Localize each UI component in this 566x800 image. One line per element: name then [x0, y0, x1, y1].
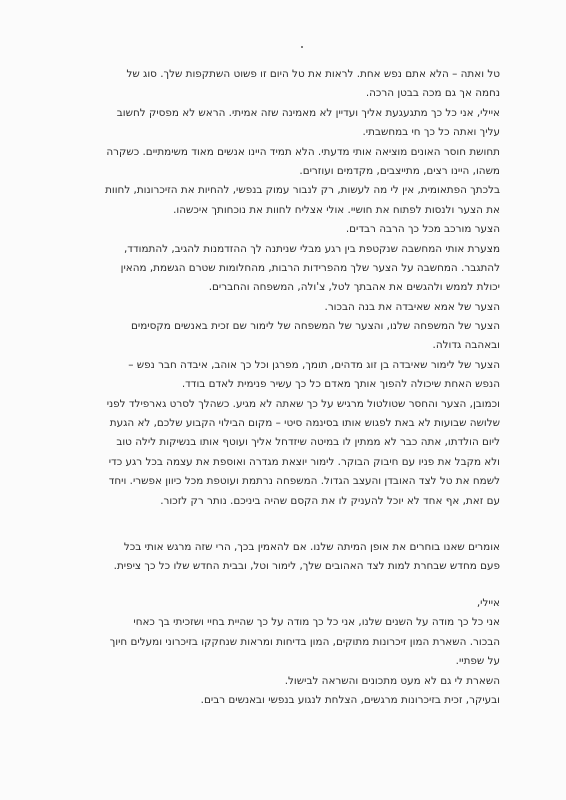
- paragraph-block-2: [100, 538, 500, 577]
- text-line: טל ואתה – הלא אתם נפש אחת. לראות את טל היום זו פשוט השתקפות שלך. סוג של: [126, 68, 500, 80]
- text-line: בלכתך הפתאומית, אין לי מה לעשות, רק לנבור עמוק בנפשי, להחיות את הזיכרונות, לחוות: [105, 184, 500, 197]
- text-line: הצער של לימור שאיבדה בן זוג מדהים, תומך, מפרגן וכל כך אוהב, איבדה חבר נפש –: [128, 358, 500, 371]
- text-line: נחמה אך גם מכה בבטן הרכה.: [365, 87, 500, 100]
- text-line: את הצער ולנסות לפתוח את חושיי. אולי אצליח לחוות את נוכחותך איכשהו.: [173, 203, 500, 216]
- text-line: איילי, אני כל כך מתגעגעת אליך ועדיין לא מאמינה שזה אמיתי. הראש לא מפסיק לחשוב: [116, 106, 500, 119]
- text-line: יכולת לממש ולהגשים את אהבתך לטל, צ'ולה, המשפחה והחברים.: [208, 281, 500, 294]
- text-line: משהו, היינו רצים, מתייצבים, מקדמים ועוזרים.: [299, 164, 500, 177]
- text-line: הצער של אמא שאיבדה את בנה הבכור.: [324, 300, 500, 313]
- text-line: הצער של המשפחה שלנו, והצער של המשפחה של לימור שם זכית באנשים מקסימים: [131, 320, 500, 333]
- text-line: וכמובן, הצער והחסר שטולטול מרגיש על כך שאתה לא מגיע. כשהלך לסרט גארפילד לפני: [106, 397, 500, 410]
- text-line: פעם מחדש שבחרת למות לצד האהובים שלך, לימור וטל, ובבית החדש שלו כל כך ציפית.: [113, 560, 500, 573]
- text-line: להתגבר. המחשבה על הצער שלך מהפרידות הרבות, מהחלומות שטרם הגשמת, מהאין: [120, 261, 500, 274]
- text-line: הצער מורכב מכל כך הרבה רבדים.: [345, 223, 500, 236]
- text-line: אומרים שאנו בוחרים את אופן המיתה שלנו. אם להאמין בכך, הרי שזה מרגש אותי בכל: [123, 541, 500, 553]
- text-line: על שפתיי.: [455, 655, 500, 668]
- page-dot-mark: [301, 46, 303, 48]
- text-line: הנפש האחת שיכולה להפוך אותך מאדם כל כך עשיר פנימית לאדם בודד.: [181, 378, 500, 391]
- text-line: תחושת חוסר האונים מוציאה אותי מדעתי. הלא תמיד היינו אנשים מאוד משימתיים. כשקרה: [106, 145, 500, 158]
- text-line: ובעיקר, זכית בזיכרונות מרגשים, הצלחת לנגוע בנפשי ובאנשים רבים.: [200, 693, 500, 706]
- text-line: שלושה שבועות לא באת לפגוש אותו בסינמה סיטי – מקום הבילוי הקבוע שלכם, לא הגעת: [109, 417, 500, 430]
- text-line: אני כל כך מודה על השנים שלנו, אני כל כך מודה על כך שהיית בחיי ושזכיתי בך כאחי: [133, 616, 500, 629]
- text-line: ליום הולדתו, אתה כבר לא ממתין לו במיטה שיזדחל אליך ועוטף אותו בנשיקות לילה טוב: [116, 436, 500, 449]
- text-line: עם זאת, אף אחד לא יוכל להעניק לו את הקסם שהיה ביניכם. נותר רק לזכור.: [160, 494, 500, 507]
- text-line: השארת לי גם לא מעט מתכונים והשראה לבישול.: [284, 674, 500, 687]
- text-line: מצערת אותי המחשבה שנקטפת בין רגע מבלי שניתנה לך ההזדמנות להגיב, להתמודד,: [123, 242, 500, 255]
- text-line: איילי,: [476, 597, 500, 609]
- text-line: ולא מקבל את פניו עם חיבוק הבוקר. לימור יוצאת מגדרה ואוספת את עצמה בכל רגע כדי: [108, 455, 500, 468]
- paragraph-block-3: [100, 594, 500, 710]
- text-line: הבכור. השארת המון זיכרונות מתוקים, המון בדיחות ומראות שנחקקו בזיכרוני ומעלים חיוך: [109, 635, 500, 648]
- text-line: עליך ואתה כל כך חי במחשבתי.: [362, 126, 500, 139]
- text-line: לשמח את טל לצד האובדן והעצב הגדול. המשפחה נרתמת ועוטפת מכל כיוון אפשרי. ויחד: [108, 475, 500, 488]
- text-line: ובאהבה גדולה.: [432, 339, 500, 352]
- paragraph-block-1: [100, 65, 500, 511]
